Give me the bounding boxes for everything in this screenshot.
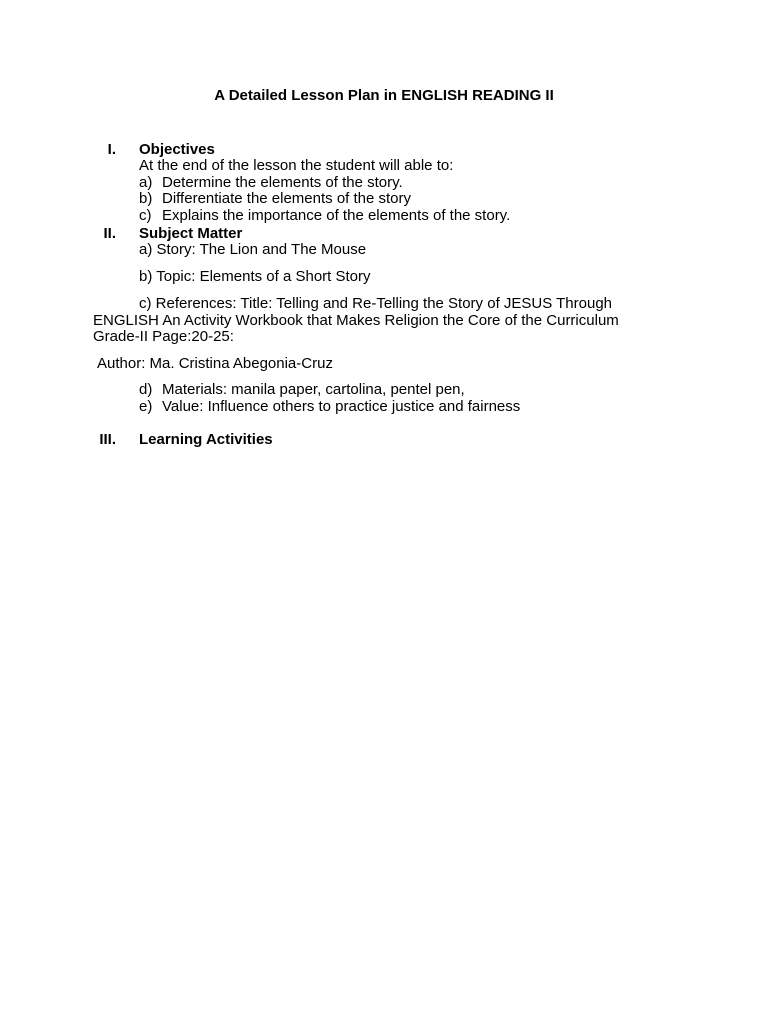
section-heading-objectives: Objectives: [139, 141, 215, 158]
section-numeral-subject-matter: II.: [103, 225, 116, 242]
section-numeral-objectives: I.: [107, 141, 116, 158]
section-heading-subject-matter: Subject Matter: [139, 225, 243, 242]
section-heading-learning-activities: Learning Activities: [139, 431, 273, 448]
objective-item: [139, 174, 403, 191]
section-numeral-learning-activities: III.: [99, 431, 116, 448]
objective-item: [139, 207, 510, 224]
list-item-text: Materials: manila paper, cartolina, pentel pen,: [162, 381, 465, 398]
list-marker: b): [139, 190, 153, 207]
objective-item: [139, 190, 411, 207]
subject-references-line2: ENGLISH An Activity Workbook that Makes Religion the Core of the Curriculum: [93, 312, 619, 329]
list-marker: d): [139, 381, 153, 398]
subject-story: a) Story: The Lion and The Mouse: [139, 241, 367, 258]
list-marker: e): [139, 398, 153, 415]
subject-item: [139, 398, 520, 415]
list-marker: a): [139, 174, 153, 191]
subject-references-line3: Grade-II Page:20-25:: [93, 328, 234, 345]
subject-item: [139, 381, 465, 398]
list-item-text: Differentiate the elements of the story: [162, 190, 412, 207]
subject-author: Author: Ma. Cristina Abegonia-Cruz: [97, 355, 333, 372]
subject-references-line1: c) References: Title: Telling and Re-Telling the Story of JESUS Through: [139, 295, 613, 312]
document-title: A Detailed Lesson Plan in ENGLISH READING II: [214, 87, 554, 104]
list-marker: c): [139, 207, 152, 224]
list-item-text: Determine the elements of the story.: [162, 174, 403, 191]
objectives-intro: At the end of the lesson the student will able to:: [139, 157, 454, 174]
subject-topic: b) Topic: Elements of a Short Story: [139, 268, 371, 285]
list-item-text: Value: Influence others to practice justice and fairness: [162, 398, 521, 415]
list-item-text: Explains the importance of the elements of the story.: [162, 207, 511, 224]
